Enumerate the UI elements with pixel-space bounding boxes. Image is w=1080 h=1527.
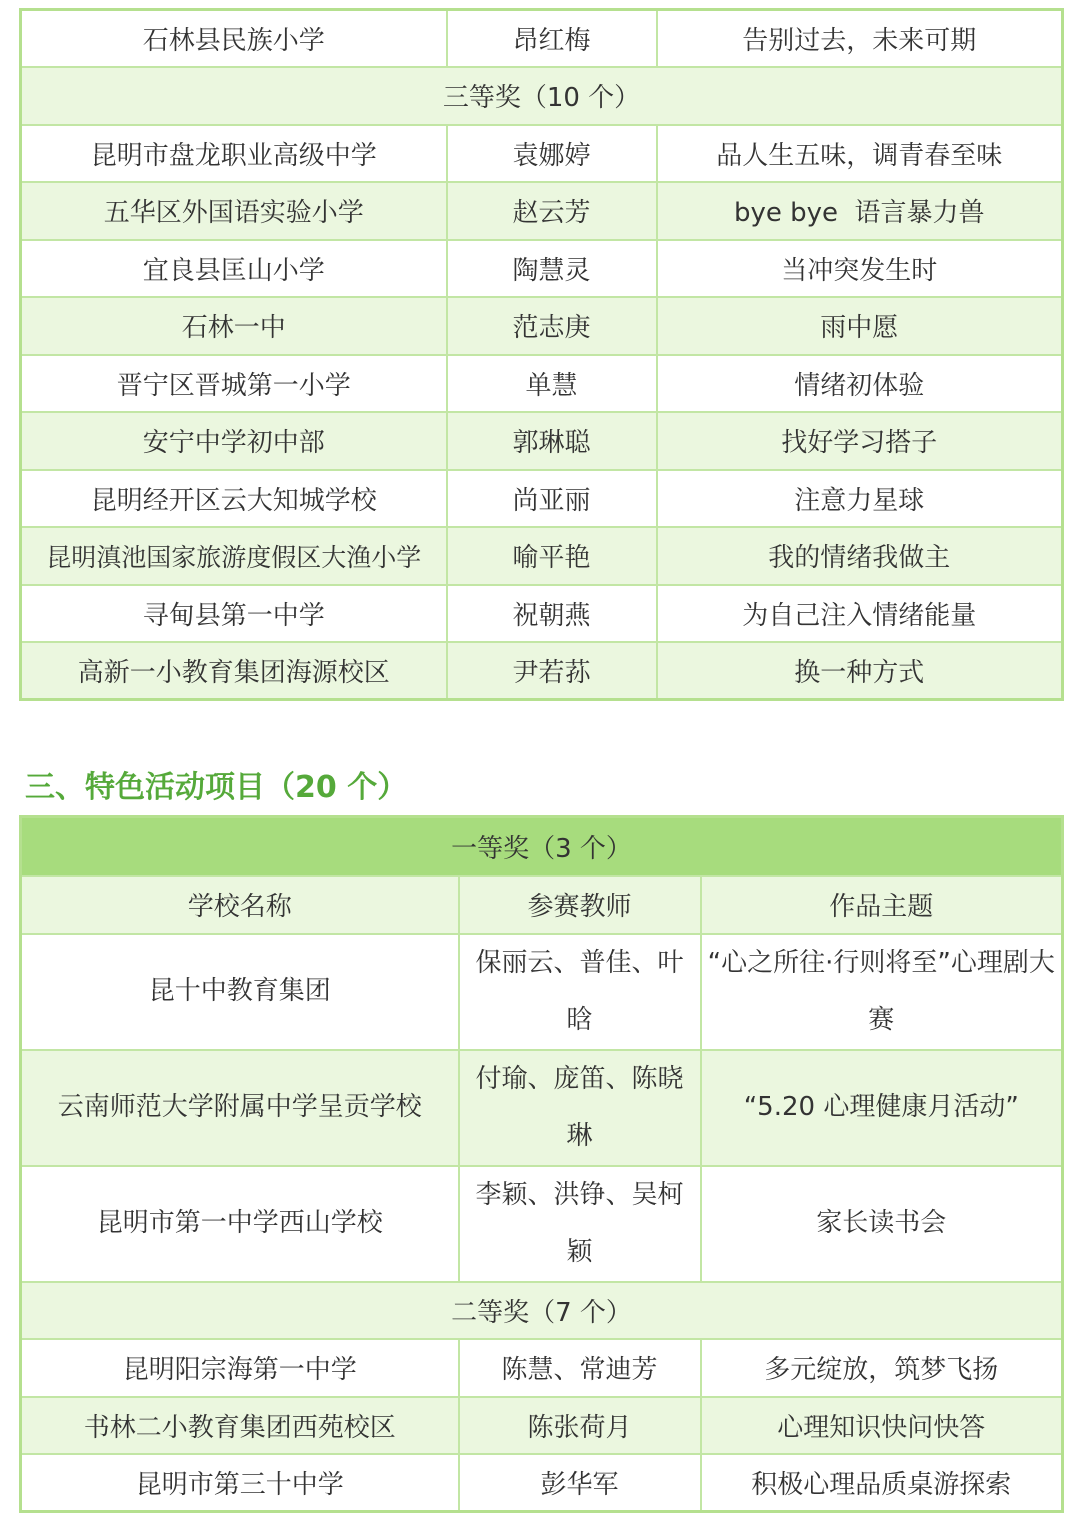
table-row (21, 125, 1063, 183)
theme-cell: 告别过去，未来可期 (657, 10, 1063, 68)
school-cell: 昆明经开区云大知城学校 (21, 470, 447, 528)
theme-cell: 当冲突发生时 (657, 240, 1063, 298)
column-header-school: 学校名称 (21, 876, 459, 934)
special-activities-table (19, 815, 1064, 1513)
theme-cell: 积极心理品质桌游探索 (701, 1454, 1063, 1512)
teacher-cell: 陈慧、常迪芳 (459, 1339, 701, 1397)
school-cell: 晋宁区晋城第一小学 (21, 355, 447, 413)
table-header-row (21, 876, 1063, 934)
school-cell: 昆明滇池国家旅游度假区大渔小学 (21, 527, 447, 585)
teacher-cell: 祝朝燕 (447, 585, 657, 643)
teacher-cell: 陈张荷月 (459, 1397, 701, 1455)
teacher-cell: 彭华军 (459, 1454, 701, 1512)
table-row (21, 934, 1063, 1050)
teacher-cell: 郭琳聪 (447, 412, 657, 470)
award-level-row (21, 67, 1063, 125)
theme-cell: 品人生五味，调青春至味 (657, 125, 1063, 183)
theme-cell: 雨中愿 (657, 297, 1063, 355)
school-cell: 昆明市盘龙职业高级中学 (21, 125, 447, 183)
column-header-teacher: 参赛教师 (459, 876, 701, 934)
teacher-cell: 昂红梅 (447, 10, 657, 68)
school-cell: 高新一小教育集团海源校区 (21, 642, 447, 700)
theme-cell: 家长读书会 (701, 1166, 1063, 1282)
award-level-row (21, 1282, 1063, 1340)
table-row (21, 297, 1063, 355)
award-table-2 (19, 8, 1064, 701)
theme-cell: “5.20 心理健康月活动” (701, 1050, 1063, 1166)
table-row (21, 1339, 1063, 1397)
section-title: 三、特色活动项目（20 个） (25, 770, 408, 805)
school-cell: 石林一中 (21, 297, 447, 355)
theme-cell: 我的情绪我做主 (657, 527, 1063, 585)
column-header-theme: 作品主题 (701, 876, 1063, 934)
teacher-cell: 尹若荪 (447, 642, 657, 700)
teacher-cell: 赵云芳 (447, 182, 657, 240)
first-prize-label: 一等奖（3 个） (21, 817, 1063, 877)
table-row (21, 10, 1063, 68)
table-row (21, 355, 1063, 413)
school-cell: 石林县民族小学 (21, 10, 447, 68)
teacher-cell: 尚亚丽 (447, 470, 657, 528)
table-row (21, 1397, 1063, 1455)
theme-cell: “心之所往·行则将至”心理剧大赛 (701, 934, 1063, 1050)
teacher-cell: 单慧 (447, 355, 657, 413)
school-cell: 寻甸县第一中学 (21, 585, 447, 643)
second-prize-label: 二等奖（7 个） (21, 1282, 1063, 1340)
school-cell: 昆明市第三十中学 (21, 1454, 459, 1512)
table-row (21, 527, 1063, 585)
table-row (21, 412, 1063, 470)
third-prize-label: 三等奖（10 个） (21, 67, 1063, 125)
theme-cell: 为自己注入情绪能量 (657, 585, 1063, 643)
theme-cell: 情绪初体验 (657, 355, 1063, 413)
school-cell: 昆明阳宗海第一中学 (21, 1339, 459, 1397)
school-cell: 云南师范大学附属中学呈贡学校 (21, 1050, 459, 1166)
school-cell: 昆明市第一中学西山学校 (21, 1166, 459, 1282)
theme-cell: 心理知识快问快答 (701, 1397, 1063, 1455)
teacher-cell: 陶慧灵 (447, 240, 657, 298)
table-row (21, 470, 1063, 528)
table-row (21, 1454, 1063, 1512)
teacher-cell: 袁娜婷 (447, 125, 657, 183)
table-row (21, 240, 1063, 298)
theme-cell: bye bye 语言暴力兽 (657, 182, 1063, 240)
table-row (21, 1050, 1063, 1166)
teacher-cell: 保丽云、普佳、叶晗 (459, 934, 701, 1050)
theme-cell: 注意力星球 (657, 470, 1063, 528)
school-cell: 安宁中学初中部 (21, 412, 447, 470)
table-row (21, 182, 1063, 240)
school-cell: 五华区外国语实验小学 (21, 182, 447, 240)
school-cell: 昆十中教育集团 (21, 934, 459, 1050)
teacher-cell: 付瑜、庞笛、陈晓琳 (459, 1050, 701, 1166)
award-level-row (21, 817, 1063, 877)
teacher-cell: 喻平艳 (447, 527, 657, 585)
table-row (21, 642, 1063, 700)
teacher-cell: 李颖、洪铮、吴柯颖 (459, 1166, 701, 1282)
theme-cell: 找好学习搭子 (657, 412, 1063, 470)
theme-cell: 换一种方式 (657, 642, 1063, 700)
table-row (21, 1166, 1063, 1282)
teacher-cell: 范志庚 (447, 297, 657, 355)
school-cell: 宜良县匡山小学 (21, 240, 447, 298)
school-cell: 书林二小教育集团西苑校区 (21, 1397, 459, 1455)
theme-cell: 多元绽放，筑梦飞扬 (701, 1339, 1063, 1397)
table-row (21, 585, 1063, 643)
